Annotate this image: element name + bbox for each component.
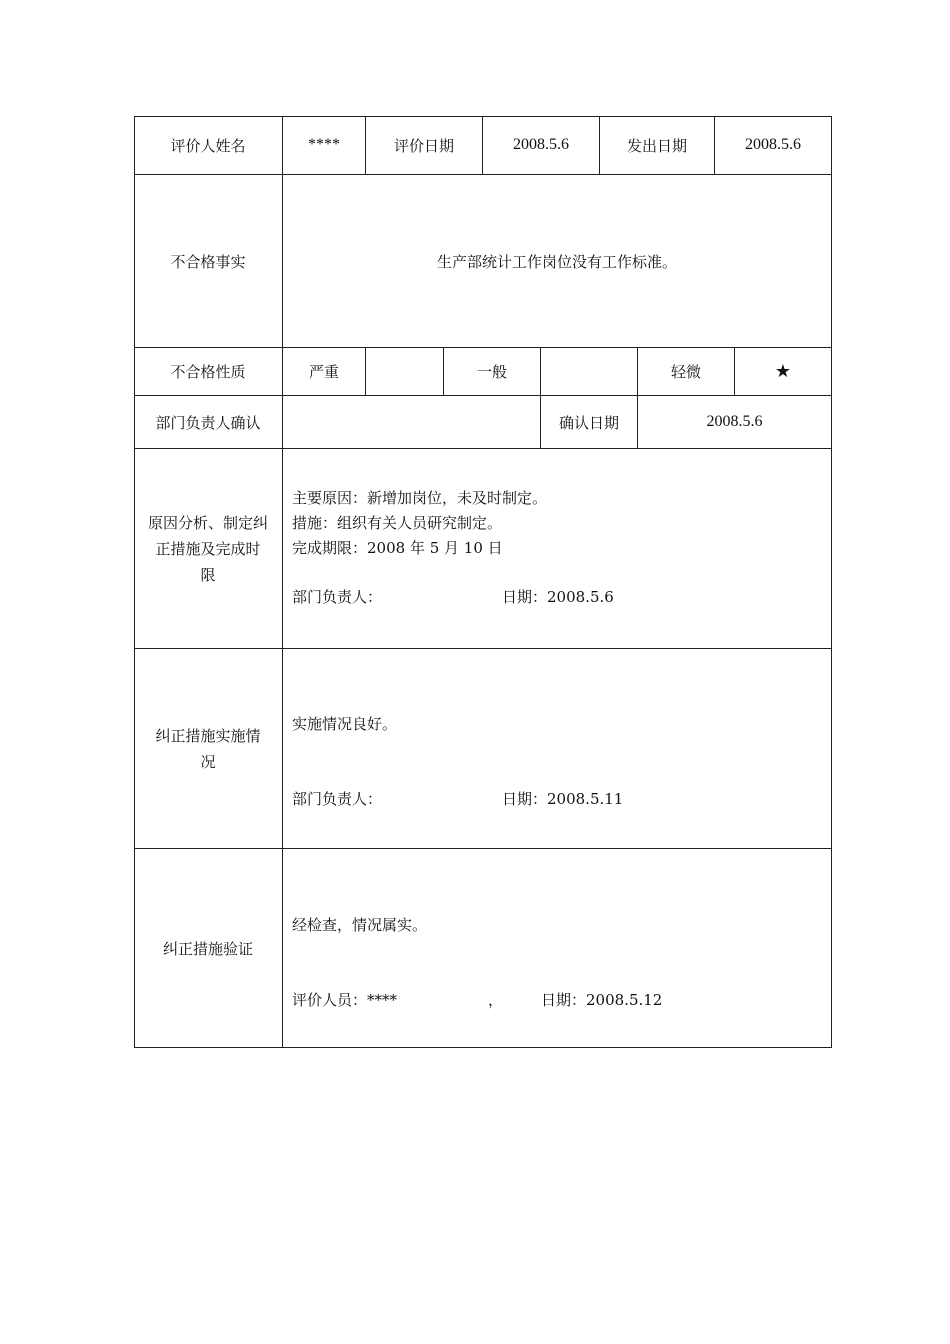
implementation-status: 实施情况良好。: [292, 715, 398, 733]
implementation-label-line: 纠正措施实施情: [155, 726, 261, 745]
analysis-label-line: 原因分析、制定纠: [147, 513, 268, 532]
confirm-label: 部门负责人确认: [134, 396, 283, 449]
nature-general-mark: [541, 348, 638, 396]
verification-comma: ，: [488, 991, 504, 1009]
verification-label: 纠正措施验证: [134, 849, 283, 1048]
nature-general-label: 一般: [444, 348, 541, 396]
implementation-label: [134, 649, 283, 849]
analysis-label-line: 正措施及完成时: [155, 539, 261, 558]
implementation-manager-label: 部门负责人：: [292, 790, 383, 808]
analysis-date: 日期：2008.5.6: [502, 588, 614, 606]
star-icon: ★: [735, 348, 832, 396]
verification-result: 经检查，情况属实。: [292, 916, 428, 934]
verification-date: 日期：2008.5.12: [541, 991, 663, 1009]
eval-date-label: 评价日期: [366, 116, 483, 175]
confirm-date-value: 2008.5.6: [638, 396, 832, 449]
analysis-measure: 措施：组织有关人员研究制定。: [292, 514, 503, 532]
implementation-label-line: 况: [200, 752, 216, 771]
confirm-value: [283, 396, 541, 449]
analysis-cause: 主要原因：新增加岗位，未及时制定。: [292, 489, 548, 507]
implementation-content: [283, 649, 832, 849]
nonconformity-text: 生产部统计工作岗位没有工作标准。: [283, 175, 832, 348]
evaluator-name-label: 评价人姓名: [134, 116, 283, 175]
issue-date-value: 2008.5.6: [715, 116, 832, 175]
nature-serious-label: 严重: [283, 348, 366, 396]
confirm-date-label: 确认日期: [541, 396, 638, 449]
verification-content: [283, 849, 832, 1048]
nature-serious-mark: [366, 348, 444, 396]
nonconformity-label: 不合格事实: [134, 175, 283, 348]
eval-date-value: 2008.5.6: [483, 116, 600, 175]
analysis-label: [134, 449, 283, 649]
nature-label: 不合格性质: [134, 348, 283, 396]
analysis-label-line: 限: [200, 565, 216, 584]
issue-date-label: 发出日期: [600, 116, 715, 175]
nature-minor-label: 轻微: [638, 348, 735, 396]
evaluator-name-value: ****: [283, 116, 366, 175]
verification-evaluator: 评价人员：****: [292, 991, 398, 1009]
analysis-manager-label: 部门负责人：: [292, 588, 383, 606]
analysis-deadline: 完成期限：2008 年 5 月 10 日: [292, 539, 503, 557]
implementation-date: 日期：2008.5.11: [502, 790, 624, 808]
